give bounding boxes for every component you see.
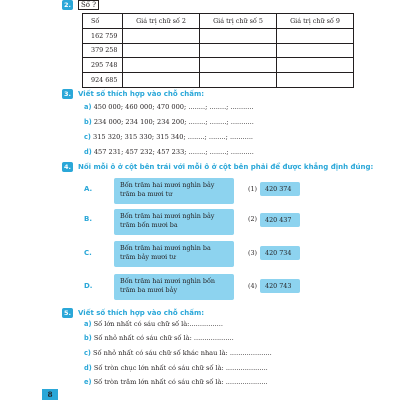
item-text: Số tròn chục lớn nhất có sáu chữ số là: .................... [91, 364, 268, 372]
match-left-box-c[interactable]: Bốn trăm hai mươi nghìn ba trăm bảy mươi tư [114, 241, 234, 267]
item-label: a) [84, 320, 92, 328]
table-cell-answer[interactable] [123, 58, 200, 73]
item-text: 315 320; 315 330; 315 340; ........; ........; ........... [90, 133, 254, 141]
table-cell-answer[interactable] [277, 28, 354, 43]
match-letter-b: B. [84, 215, 92, 223]
exercise-2-label: Số ? [78, 0, 99, 10]
match-left-box-a[interactable]: Bốn trăm hai mươi nghìn bảy trăm ba mươi tư [114, 178, 234, 204]
table-cell-number: 162 759 [83, 28, 123, 43]
fill-item[interactable] [84, 349, 272, 358]
sequence-item[interactable] [84, 103, 254, 112]
match-left-box-d[interactable]: Bốn trăm hai mươi nghìn bốn trăm ba mươi bảy [114, 274, 234, 300]
item-label: d) [84, 148, 92, 156]
exercise-5-badge: 5. [64, 309, 71, 317]
page-number: 8 [42, 389, 58, 400]
item-label: b) [84, 118, 92, 126]
fill-item[interactable] [84, 364, 268, 373]
sequence-item[interactable] [84, 148, 254, 157]
item-text: 457 231; 457 232; 457 233; ........; ........; ........... [91, 148, 254, 156]
table-cell-answer[interactable] [200, 28, 277, 43]
match-right-number-3: (3) [248, 249, 258, 257]
match-letter-a: A. [84, 185, 93, 193]
table-header-cell: Số [83, 14, 123, 29]
table-header-row [83, 14, 354, 29]
table-row [83, 43, 354, 58]
table-cell-number: 924 685 [83, 73, 123, 88]
table-row [83, 58, 354, 73]
match-right-box-4[interactable]: 420 743 [260, 279, 300, 293]
exercise-4-badge: 4. [64, 163, 71, 171]
table-cell-answer[interactable] [123, 43, 200, 58]
item-label: c) [84, 133, 91, 141]
table-cell-answer[interactable] [277, 58, 354, 73]
match-right-number-1: (1) [248, 185, 258, 193]
match-letter-d: D. [84, 282, 93, 290]
table-row [83, 73, 354, 88]
item-text: Số nhỏ nhất có sáu chữ số là: ................... [91, 334, 234, 342]
table-header-cell: Giá trị chữ số 2 [123, 14, 200, 29]
table-cell-answer[interactable] [200, 58, 277, 73]
fill-item[interactable] [84, 378, 268, 387]
item-label: e) [84, 378, 92, 386]
match-right-number-2: (2) [248, 215, 258, 223]
match-right-box-1[interactable]: 420 374 [260, 182, 300, 196]
match-right-box-3[interactable]: 420 734 [260, 246, 300, 260]
fill-item[interactable] [84, 320, 223, 329]
sequence-item[interactable] [84, 133, 253, 142]
exercise-3-badge: 3. [64, 90, 71, 98]
item-text: 234 000; 234 100; 234 200; ........; ........; ........... [91, 118, 254, 126]
table-cell-number: 379 258 [83, 43, 123, 58]
table-cell-answer[interactable] [123, 28, 200, 43]
exercise-3-title: Viết số thích hợp vào chỗ chấm: [78, 90, 205, 98]
table-cell-answer[interactable] [123, 73, 200, 88]
item-text: Số tròn trăm lớn nhất có sáu chữ số là: .................... [91, 378, 268, 386]
fill-item[interactable] [84, 334, 234, 343]
match-left-box-b[interactable]: Bốn trăm hai mươi nghìn bảy trăm bốn mươi ba [114, 209, 234, 235]
table-header-cell: Giá trị chữ số 5 [200, 14, 277, 29]
sequence-item[interactable] [84, 118, 254, 127]
exercise-5-title: Viết số thích hợp vào chỗ chấm: [78, 309, 205, 317]
exercise-4-title: Nối mỗi ô ở cột bên trái với mỗi ô ở cột bên phải để được khẳng định đúng: [78, 163, 374, 171]
match-right-box-2[interactable]: 420 437 [260, 213, 300, 227]
table-cell-answer[interactable] [200, 73, 277, 88]
table-cell-number: 295 748 [83, 58, 123, 73]
match-right-number-4: (4) [248, 282, 258, 290]
item-label: d) [84, 364, 92, 372]
item-label: c) [84, 349, 91, 357]
table-cell-answer[interactable] [200, 43, 277, 58]
table-cell-answer[interactable] [277, 73, 354, 88]
item-text: Số lớn nhất có sáu chữ số là:................ [91, 320, 223, 328]
table-cell-answer[interactable] [277, 43, 354, 58]
table-header-cell: Giá trị chữ số 9 [277, 14, 354, 29]
table-row [83, 28, 354, 43]
item-text: Số nhỏ nhất có sáu chữ số khác nhau là: .................... [90, 349, 272, 357]
item-label: b) [84, 334, 92, 342]
item-label: a) [84, 103, 92, 111]
place-value-table [82, 13, 354, 88]
match-letter-c: C. [84, 249, 92, 257]
exercise-2-badge: 2. [64, 1, 71, 9]
item-text: 450 000; 460 000; 470 000; ........; ........; ........... [91, 103, 254, 111]
